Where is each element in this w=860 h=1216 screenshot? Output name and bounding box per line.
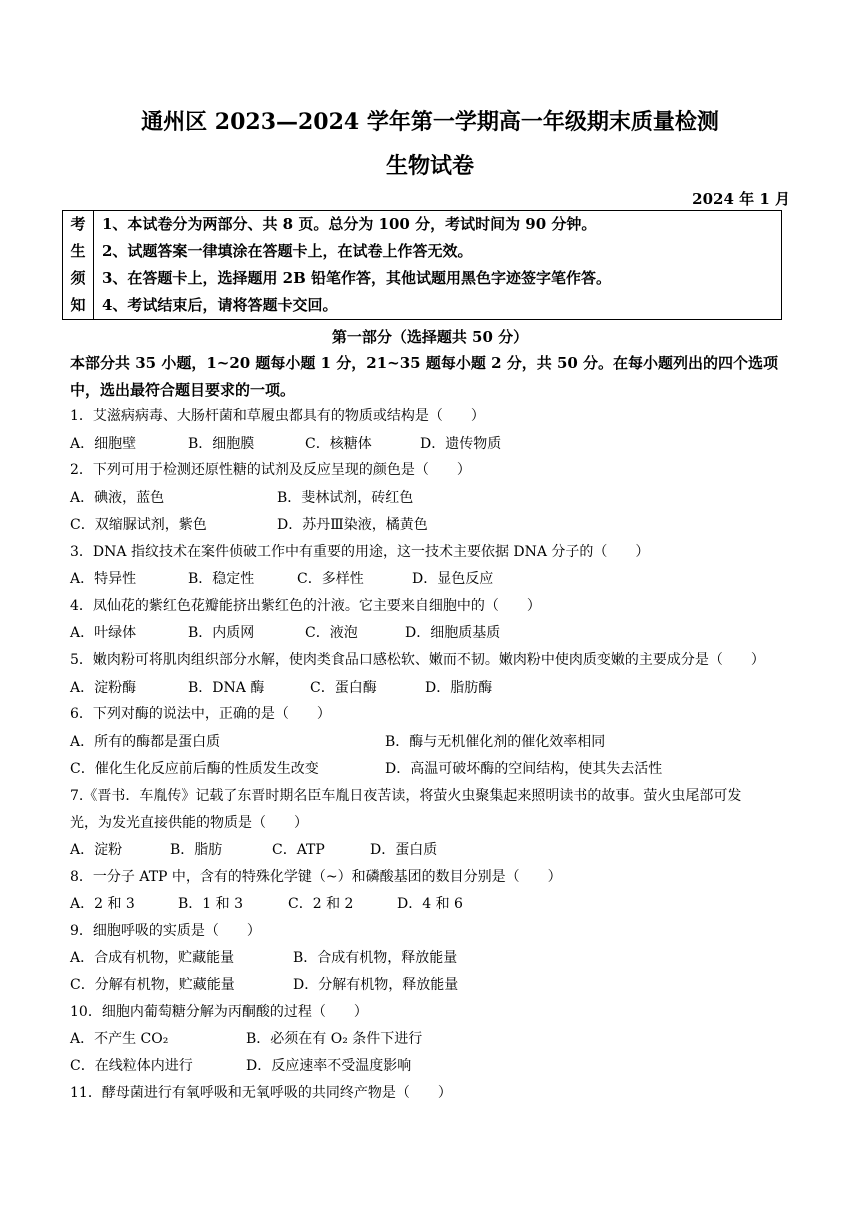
notice-side-char: 生 [70,242,86,260]
option: B．DNA 酶 [188,680,265,696]
notice-side-label [63,211,94,320]
option: B．内质网 [188,625,255,641]
question-stem: 4．凤仙花的紫红色花瓣能挤出紫红色的汁液。它主要来自细胞中的（ ） [70,598,541,614]
exam-date: 2024 年 1 月 [692,190,790,208]
option: A．淀粉 [70,842,123,858]
option: B．酶与无机催化剂的催化效率相同 [385,734,606,750]
option: B．合成有机物，释放能量 [293,950,458,966]
option: C．双缩脲试剂，紫色 [70,517,207,533]
option: D．4 和 6 [397,896,463,912]
notice-side-char: 知 [70,296,86,314]
option: C．在线粒体内进行 [70,1058,193,1074]
option: A．叶绿体 [70,625,137,641]
option: A．2 和 3 [70,896,135,912]
option: C．催化生化反应前后酶的性质发生改变 [70,761,319,777]
exam-subtitle: 生物试卷 [385,153,474,179]
option: A．所有的酶都是蛋白质 [70,734,221,750]
option: B．必须在有 O₂ 条件下进行 [246,1031,423,1047]
option: B．脂肪 [170,842,223,858]
option: D．脂肪酶 [425,680,493,696]
question-stem: 8．一分子 ATP 中，含有的特殊化学键（~）和磷酸基团的数目分别是（ ） [70,869,562,885]
question-stem: 5．嫩肉粉可将肌肉组织部分水解，使肉类食品口感松软、嫩而不韧。嫩肉粉中使肉质变嫩的主要成分是（ ） [70,652,765,668]
question-stem: 7.《晋书．车胤传》记载了东晋时期名臣车胤日夜苦读，将萤火虫聚集起来照明读书的故事。萤火虫尾部可发 [70,788,742,804]
question-stem: 6．下列对酶的说法中，正确的是（ ） [70,706,331,722]
option: A．不产生 CO₂ [70,1031,169,1047]
notice-item: 2、试题答案一律填涂在答题卡上，在试卷上作答无效。 [102,242,473,260]
part1-instruction: 本部分共 35 小题，1~20 题每小题 1 分，21~35 题每小题 2 分，共 50 分。在每小题列出的四个选项中，选出最符合题目要求的一项。 [70,354,779,399]
part1-title: 第一部分（选择题共 50 分） [331,328,529,346]
option: D．遗传物质 [420,436,502,452]
notice-item: 1、本试卷分为两部分、共 8 页。总分为 100 分，考试时间为 90 分钟。 [102,215,597,233]
question-stem: 3．DNA 指纹技术在案件侦破工作中有重要的用途，这一技术主要依据 DNA 分子的（ ） [70,544,650,560]
option: D．蛋白质 [370,842,438,858]
option: D．显色反应 [412,571,494,587]
option: C．液泡 [305,625,358,641]
option: C．多样性 [297,571,364,587]
question-stem: 9．细胞呼吸的实质是（ ） [70,923,261,939]
question-stem: 11．酵母菌进行有氧呼吸和无氧呼吸的共同终产物是（ ） [70,1085,452,1101]
option: A．特异性 [70,571,137,587]
option: A．合成有机物，贮藏能量 [70,950,235,966]
exam-title: 通州区 2023—2024 学年第一学期高一年级期末质量检测 [141,109,719,135]
option: B．1 和 3 [178,896,244,912]
option: D．高温可破坏酶的空间结构，使其失去活性 [385,761,663,777]
option: D．分解有机物，释放能量 [293,977,459,993]
option: C．蛋白酶 [310,680,377,696]
question-stem: 10．细胞内葡萄糖分解为丙酮酸的过程（ ） [70,1004,368,1020]
option: B．细胞膜 [188,436,255,452]
notice-side-char: 考 [70,215,86,233]
notice-item: 3、在答题卡上，选择题用 2B 铅笔作答，其他试题用黑色字迹签字笔作答。 [102,269,611,287]
option: C．ATP [272,842,325,858]
question-stem: 1．艾滋病病毒、大肠杆菌和草履虫都具有的物质或结构是（ ） [70,408,485,424]
option: B．斐林试剂，砖红色 [277,490,414,506]
notice-items [94,211,782,320]
notice-table [62,210,782,320]
question-stem: 2．下列可用于检测还原性糖的试剂及反应呈现的颜色是（ ） [70,462,471,478]
option: C．2 和 2 [288,896,354,912]
option: C．核糖体 [305,436,372,452]
question-stem-continued: 光，为发光直接供能的物质是（ ） [70,815,308,831]
option: D．苏丹Ⅲ染液，橘黄色 [277,517,428,533]
option: C．分解有机物，贮藏能量 [70,977,235,993]
option: B．稳定性 [188,571,255,587]
option: D．反应速率不受温度影响 [246,1058,412,1074]
option: A．碘液，蓝色 [70,490,165,506]
notice-item: 4、考试结束后，请将答题卡交回。 [102,296,338,314]
option: A．细胞壁 [70,436,137,452]
option: A．淀粉酶 [70,680,137,696]
notice-side-char: 须 [70,269,86,287]
option: D．细胞质基质 [405,625,501,641]
